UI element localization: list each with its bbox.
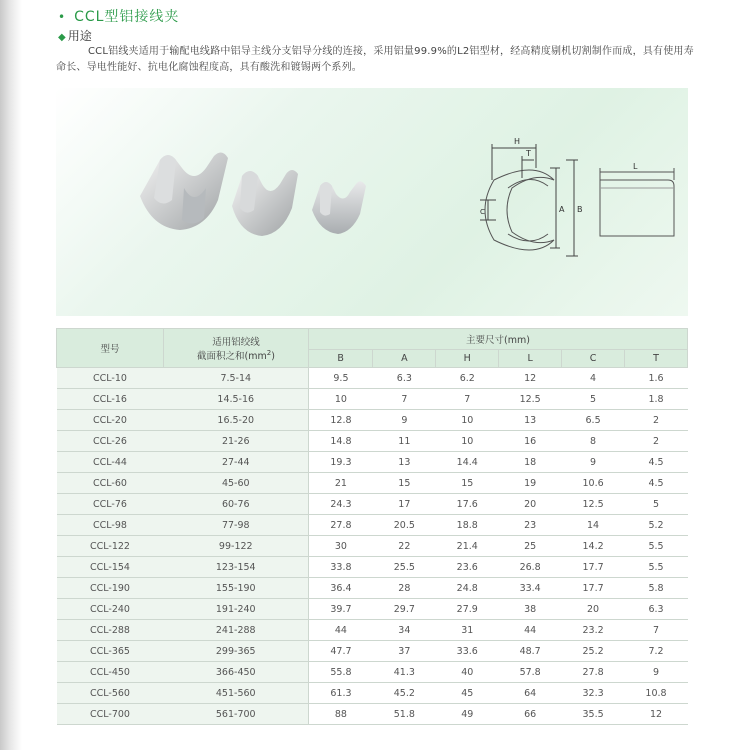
table-cell: 33.6 bbox=[436, 641, 499, 662]
table-cell: CCL-60 bbox=[57, 473, 164, 494]
label-l: L bbox=[633, 162, 638, 171]
table-cell: 7.2 bbox=[625, 641, 688, 662]
table-cell: 14.4 bbox=[436, 452, 499, 473]
label-a: A bbox=[559, 205, 565, 214]
table-cell: 36.4 bbox=[309, 578, 373, 599]
table-cell: 37 bbox=[373, 641, 436, 662]
header-col-a: A bbox=[373, 350, 436, 368]
product-banner bbox=[56, 88, 688, 316]
table-cell: 10.8 bbox=[625, 683, 688, 704]
table-cell: 32.3 bbox=[562, 683, 625, 704]
header-section-line2-text: 截面积之和(mm bbox=[197, 351, 267, 362]
table-row bbox=[57, 389, 688, 410]
bullet-icon: • bbox=[58, 10, 67, 24]
table-row bbox=[57, 578, 688, 599]
table-cell: CCL-16 bbox=[57, 389, 164, 410]
table-cell: 13 bbox=[499, 410, 562, 431]
header-section-sup: 2 bbox=[266, 348, 272, 357]
table-cell: 44 bbox=[309, 620, 373, 641]
table-cell: 28 bbox=[373, 578, 436, 599]
header-col-l: L bbox=[499, 350, 562, 368]
table-cell: 15 bbox=[373, 473, 436, 494]
header-model: 型号 bbox=[57, 329, 164, 368]
table-cell: 6.3 bbox=[373, 368, 436, 389]
clip-small-image bbox=[312, 181, 366, 234]
table-cell: 1.8 bbox=[625, 389, 688, 410]
table-cell: 45-60 bbox=[164, 473, 309, 494]
table-cell: 17.6 bbox=[436, 494, 499, 515]
table-cell: 29.7 bbox=[373, 599, 436, 620]
table-row bbox=[57, 368, 688, 389]
table-cell: 23 bbox=[499, 515, 562, 536]
header-dimensions: 主要尺寸(mm) bbox=[309, 329, 688, 350]
table-cell: 155-190 bbox=[164, 578, 309, 599]
table-cell: 25 bbox=[499, 536, 562, 557]
table-cell: 40 bbox=[436, 662, 499, 683]
table-cell: 24.8 bbox=[436, 578, 499, 599]
dimension-drawing-side bbox=[600, 168, 674, 236]
table-row bbox=[57, 494, 688, 515]
table-cell: 27.8 bbox=[562, 662, 625, 683]
table-cell: 12 bbox=[625, 704, 688, 725]
spec-table bbox=[56, 328, 688, 725]
table-cell: 14 bbox=[562, 515, 625, 536]
table-cell: 21-26 bbox=[164, 431, 309, 452]
table-cell: 191-240 bbox=[164, 599, 309, 620]
table-row bbox=[57, 641, 688, 662]
table-cell: 20 bbox=[562, 599, 625, 620]
clip-large-image bbox=[140, 152, 228, 230]
table-cell: 366-450 bbox=[164, 662, 309, 683]
table-cell: 22 bbox=[373, 536, 436, 557]
table-cell: 10 bbox=[436, 410, 499, 431]
table-cell: 18 bbox=[499, 452, 562, 473]
header-col-h: H bbox=[436, 350, 499, 368]
table-row bbox=[57, 431, 688, 452]
table-cell: 24.3 bbox=[309, 494, 373, 515]
table-cell: 31 bbox=[436, 620, 499, 641]
table-row bbox=[57, 599, 688, 620]
table-cell: 55.8 bbox=[309, 662, 373, 683]
table-cell: CCL-98 bbox=[57, 515, 164, 536]
clip-medium-image bbox=[232, 170, 298, 236]
table-cell: 23.2 bbox=[562, 620, 625, 641]
diamond-bullet-icon: ◆ bbox=[58, 32, 66, 43]
header-col-c: C bbox=[562, 350, 625, 368]
table-cell: CCL-44 bbox=[57, 452, 164, 473]
page-title bbox=[58, 6, 179, 26]
table-row bbox=[57, 536, 688, 557]
label-t: T bbox=[526, 149, 531, 158]
table-cell: 60-76 bbox=[164, 494, 309, 515]
header-col-t: T bbox=[625, 350, 688, 368]
table-cell: 18.8 bbox=[436, 515, 499, 536]
table-cell: 1.6 bbox=[625, 368, 688, 389]
table-cell: CCL-76 bbox=[57, 494, 164, 515]
table-cell: 27.8 bbox=[309, 515, 373, 536]
table-cell: 33.8 bbox=[309, 557, 373, 578]
table-cell: 123-154 bbox=[164, 557, 309, 578]
dimension-drawing-front bbox=[480, 144, 578, 256]
table-cell: 5.5 bbox=[625, 536, 688, 557]
table-cell: 19 bbox=[499, 473, 562, 494]
table-row bbox=[57, 452, 688, 473]
table-cell: 6.2 bbox=[436, 368, 499, 389]
table-cell: 64 bbox=[499, 683, 562, 704]
section-heading bbox=[58, 27, 92, 44]
header-col-b: B bbox=[309, 350, 373, 368]
table-cell: 19.3 bbox=[309, 452, 373, 473]
table-row bbox=[57, 662, 688, 683]
table-row bbox=[57, 473, 688, 494]
table-cell: 10 bbox=[436, 431, 499, 452]
table-cell: 41.3 bbox=[373, 662, 436, 683]
product-illustration bbox=[56, 88, 688, 316]
table-cell: 17 bbox=[373, 494, 436, 515]
table-cell: 30 bbox=[309, 536, 373, 557]
table-cell: 7.5-14 bbox=[164, 368, 309, 389]
table-cell: 12.5 bbox=[499, 389, 562, 410]
table-cell: 61.3 bbox=[309, 683, 373, 704]
table-cell: 66 bbox=[499, 704, 562, 725]
table-cell: CCL-154 bbox=[57, 557, 164, 578]
table-cell: 4 bbox=[562, 368, 625, 389]
table-cell: 5.2 bbox=[625, 515, 688, 536]
section-label: 用途 bbox=[67, 29, 92, 43]
table-cell: 9.5 bbox=[309, 368, 373, 389]
table-cell: 20.5 bbox=[373, 515, 436, 536]
table-cell: 27-44 bbox=[164, 452, 309, 473]
table-row bbox=[57, 704, 688, 725]
table-cell: CCL-288 bbox=[57, 620, 164, 641]
table-cell: 21 bbox=[309, 473, 373, 494]
table-cell: 6.5 bbox=[562, 410, 625, 431]
table-cell: 12.5 bbox=[562, 494, 625, 515]
table-cell: 7 bbox=[436, 389, 499, 410]
table-cell: 27.9 bbox=[436, 599, 499, 620]
table-cell: 561-700 bbox=[164, 704, 309, 725]
table-cell: 14.5-16 bbox=[164, 389, 309, 410]
table-cell: CCL-700 bbox=[57, 704, 164, 725]
table-cell: 16.5-20 bbox=[164, 410, 309, 431]
intro-paragraph: CCL铝线夹适用于输配电线路中铝导主线分支铝导分线的连接，采用铝量99.9%的L2铝型材，经高精度剔机切割制作而成，具有使用寿命长、导电性能好、抗电化腐蚀程度高，具有酸洗和镀锡两个系列。 bbox=[56, 46, 694, 73]
page-edge-shadow bbox=[0, 0, 22, 750]
table-cell: CCL-365 bbox=[57, 641, 164, 662]
table-cell: 15 bbox=[436, 473, 499, 494]
table-cell: 20 bbox=[499, 494, 562, 515]
table-cell: 12 bbox=[499, 368, 562, 389]
table-cell: CCL-122 bbox=[57, 536, 164, 557]
table-cell: 16 bbox=[499, 431, 562, 452]
table-cell: 14.8 bbox=[309, 431, 373, 452]
table-cell: 57.8 bbox=[499, 662, 562, 683]
table-cell: 47.7 bbox=[309, 641, 373, 662]
table-cell: CCL-560 bbox=[57, 683, 164, 704]
table-cell: 88 bbox=[309, 704, 373, 725]
label-b: B bbox=[577, 205, 583, 214]
table-cell: 49 bbox=[436, 704, 499, 725]
table-row bbox=[57, 557, 688, 578]
table-row bbox=[57, 410, 688, 431]
table-cell: 21.4 bbox=[436, 536, 499, 557]
table-cell: 25.5 bbox=[373, 557, 436, 578]
table-cell: 299-365 bbox=[164, 641, 309, 662]
table-cell: 38 bbox=[499, 599, 562, 620]
table-cell: 9 bbox=[373, 410, 436, 431]
table-cell: CCL-190 bbox=[57, 578, 164, 599]
table-cell: 10 bbox=[309, 389, 373, 410]
table-cell: 5 bbox=[625, 494, 688, 515]
table-cell: 5 bbox=[562, 389, 625, 410]
table-cell: 33.4 bbox=[499, 578, 562, 599]
table-cell: 13 bbox=[373, 452, 436, 473]
header-section-line1: 适用铝绞线 bbox=[212, 337, 260, 348]
table-cell: 23.6 bbox=[436, 557, 499, 578]
header-section-close: ) bbox=[271, 351, 275, 362]
table-cell: 26.8 bbox=[499, 557, 562, 578]
table-cell: 34 bbox=[373, 620, 436, 641]
table-cell: CCL-10 bbox=[57, 368, 164, 389]
table-cell: 45 bbox=[436, 683, 499, 704]
table-cell: CCL-26 bbox=[57, 431, 164, 452]
table-cell: CCL-240 bbox=[57, 599, 164, 620]
table-cell: 4.5 bbox=[625, 473, 688, 494]
table-cell: 77-98 bbox=[164, 515, 309, 536]
spec-table-body bbox=[57, 368, 688, 725]
table-cell: 12.8 bbox=[309, 410, 373, 431]
table-cell: 2 bbox=[625, 431, 688, 452]
table-cell: 51.8 bbox=[373, 704, 436, 725]
table-cell: 44 bbox=[499, 620, 562, 641]
table-cell: 35.5 bbox=[562, 704, 625, 725]
label-c: C bbox=[480, 208, 485, 216]
table-cell: CCL-20 bbox=[57, 410, 164, 431]
table-row bbox=[57, 683, 688, 704]
table-cell: 39.7 bbox=[309, 599, 373, 620]
label-h: H bbox=[514, 137, 521, 146]
table-cell: 7 bbox=[373, 389, 436, 410]
table-cell: 45.2 bbox=[373, 683, 436, 704]
table-cell: 99-122 bbox=[164, 536, 309, 557]
table-cell: 9 bbox=[625, 662, 688, 683]
table-cell: CCL-450 bbox=[57, 662, 164, 683]
table-cell: 17.7 bbox=[562, 578, 625, 599]
table-cell: 11 bbox=[373, 431, 436, 452]
header-section-line2 bbox=[164, 348, 308, 362]
table-cell: 10.6 bbox=[562, 473, 625, 494]
table-cell: 6.3 bbox=[625, 599, 688, 620]
table-cell: 8 bbox=[562, 431, 625, 452]
table-cell: 2 bbox=[625, 410, 688, 431]
table-cell: 5.8 bbox=[625, 578, 688, 599]
table-cell: 5.5 bbox=[625, 557, 688, 578]
table-row bbox=[57, 515, 688, 536]
table-cell: 451-560 bbox=[164, 683, 309, 704]
table-row bbox=[57, 620, 688, 641]
table-cell: 48.7 bbox=[499, 641, 562, 662]
table-cell: 4.5 bbox=[625, 452, 688, 473]
page-title-text: CCL型铝接线夹 bbox=[74, 9, 180, 25]
table-cell: 7 bbox=[625, 620, 688, 641]
table-cell: 241-288 bbox=[164, 620, 309, 641]
table-cell: 17.7 bbox=[562, 557, 625, 578]
table-cell: 25.2 bbox=[562, 641, 625, 662]
header-section-area bbox=[164, 329, 309, 368]
table-cell: 9 bbox=[562, 452, 625, 473]
table-cell: 14.2 bbox=[562, 536, 625, 557]
